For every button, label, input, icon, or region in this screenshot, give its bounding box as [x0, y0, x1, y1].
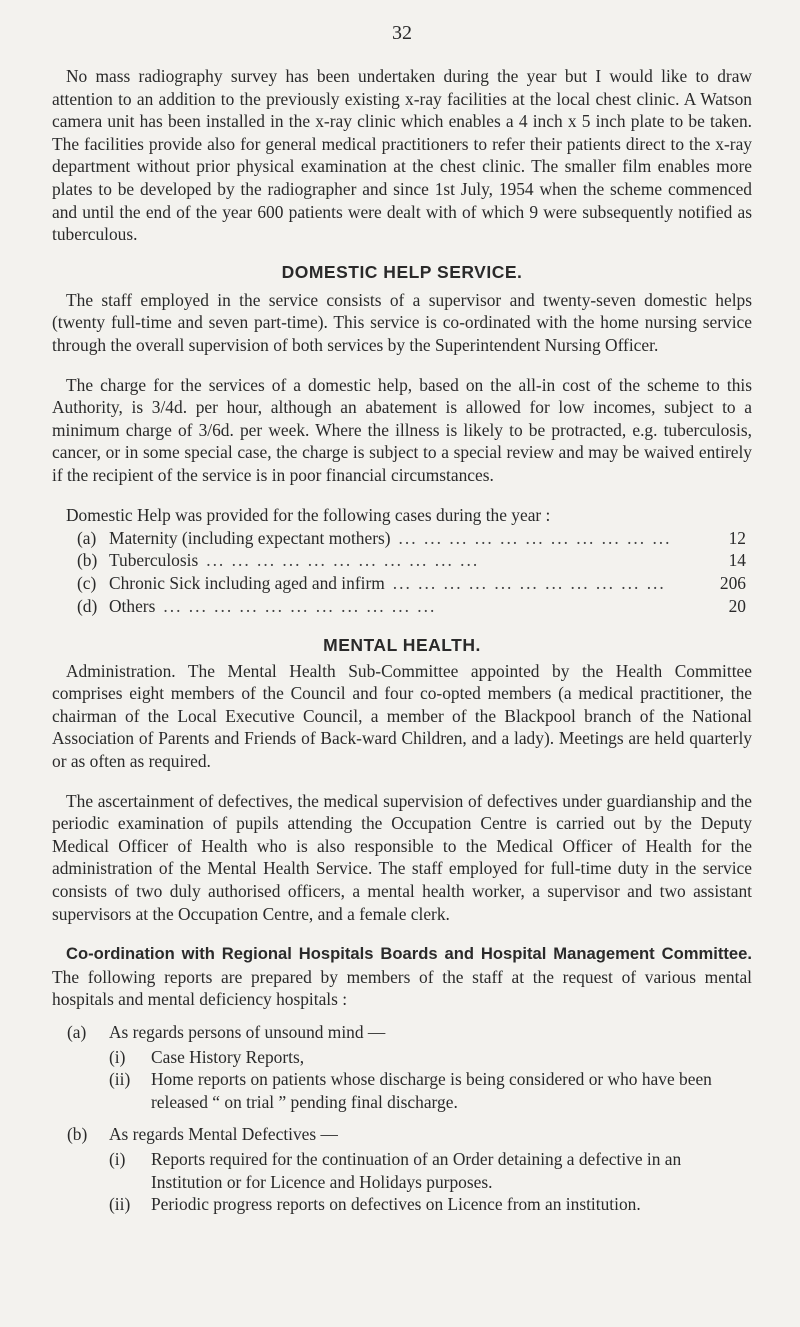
list-marker: (b)	[67, 1124, 88, 1145]
case-count: 20	[728, 595, 746, 616]
domestic-charge-paragraph: The charge for the services of a domestic help, based on the all-in cost of the scheme to this Authority, is 3/4d. per hour, although an abatement is allowed for low incomes, subject to a minimum charge of 3/6d. per week. Where the illness is likely to be protracted, e.g. tuberculosis, cancer, or in some special case, the charge is subject to a special review and may be waived entirely if the recipient of the service is in poor financial circumstances.	[52, 374, 752, 485]
case-count: 206	[719, 573, 746, 594]
list-item	[52, 1046, 752, 1069]
list-marker: (ii)	[109, 1194, 131, 1215]
cases-list	[52, 527, 752, 618]
list-marker: (i)	[109, 1148, 126, 1169]
dot-leader	[393, 572, 706, 595]
case-count: 14	[728, 550, 746, 571]
case-marker: (c)	[77, 573, 97, 594]
case-row	[52, 595, 752, 618]
list-marker: (a)	[67, 1022, 87, 1042]
case-row	[52, 572, 752, 595]
list-marker: (ii)	[109, 1069, 131, 1090]
coordination-paragraph	[52, 942, 752, 1011]
list-text: Reports required for the continuation of an Order detaining a defective in an Institution or for Licence and Holidays purposes.	[151, 1148, 682, 1192]
list-text: Periodic progress reports on defectives on Licence from an institution.	[151, 1194, 641, 1215]
list-item	[52, 1148, 752, 1193]
case-marker: (d)	[77, 595, 98, 616]
list-item	[52, 1068, 752, 1113]
case-label: Tuberculosis	[109, 550, 199, 571]
domestic-help-heading: DOMESTIC HELP SERVICE.	[281, 261, 523, 282]
cases-intro: Domestic Help was provided for the following cases during the year :	[66, 504, 551, 525]
list-item	[52, 1193, 752, 1216]
radiography-paragraph: No mass radiography survey has been undertaken during the year but I would like to draw attention to an addition to the previously existing x-ray facilities at the local chest clinic. A Watson camera unit has been installed in the x-ray clinic which enables a 4 inch x 5 inch plate to be taken. The facilities provide also for general medical practitioners to refer their patients direct to the x-ray department without prior physical examination at the chest clinic. The smaller film enables more plates to be developed by the radiographer and since 1st July, 1954 when the scheme commenced and until the end of the year 600 patients were dealt with of which 9 were subsequently notified as tuberculous.	[52, 66, 752, 245]
list-marker: (i)	[109, 1046, 126, 1067]
list-text: Case History Reports,	[151, 1046, 305, 1067]
report-group	[52, 1021, 752, 1044]
report-group	[52, 1123, 752, 1146]
case-count: 12	[728, 527, 746, 548]
dot-leader	[163, 595, 706, 618]
reports-list	[52, 1021, 752, 1216]
list-text: Home reports on patients whose discharge is being considered or who have been released “ on trial ” pending final discharge.	[151, 1069, 712, 1112]
case-marker: (b)	[77, 550, 98, 571]
case-marker: (a)	[77, 527, 97, 548]
case-row	[52, 527, 752, 550]
coordination-text: The following reports are prepared by members of the staff at the request of various mental hospitals and mental deficiency hospitals :	[52, 966, 752, 1010]
case-label: Maternity (including expectant mothers)	[109, 527, 391, 548]
mental-admin-paragraph: Administration. The Mental Health Sub-Committee appointed by the Health Committee comprises eight members of the Council and four co-opted members (a medical practitioner, the chairman of the Local Executive Council, a member of the Blackpool branch of the National Association of Parents and Friends of Back-ward Children, and a lady). Meetings are held quarterly or as often as required.	[52, 660, 752, 772]
dot-leader	[206, 549, 706, 572]
coordination-heading: Co-ordination with Regional Hospitals Boards and Hospital Management Committee.	[66, 944, 752, 964]
page-number: 32	[392, 22, 412, 44]
list-text: As regards Mental Defectives —	[109, 1124, 338, 1145]
list-text: As regards persons of unsound mind —	[109, 1022, 386, 1042]
domestic-staff-paragraph: The staff employed in the service consists of a supervisor and twenty-seven domestic helps (twenty full-time and seven part-time). This service is co-ordinated with the home nursing service through the overall supervision of both services by the Superintendent Nursing Officer.	[52, 289, 752, 355]
dot-leader	[399, 527, 706, 550]
mental-health-heading: MENTAL HEALTH.	[323, 634, 481, 655]
ascertainment-paragraph: The ascertainment of defectives, the medical supervision of defectives under guardianship and the periodic examination of pupils attending the Occupation Centre is carried out by the Deputy Medical Officer of Health who is also responsible to the Medical Officer of Health for the administration of the Mental Health Service. The staff employed for full-time duty in the service consists of two duly authorised officers, a mental health worker, a supervisor and two assistant supervisors at the Occupation Centre, and a female clerk.	[52, 790, 752, 924]
case-label: Chronic Sick including aged and infirm	[109, 573, 385, 594]
case-label: Others	[109, 595, 156, 616]
case-row	[52, 549, 752, 572]
